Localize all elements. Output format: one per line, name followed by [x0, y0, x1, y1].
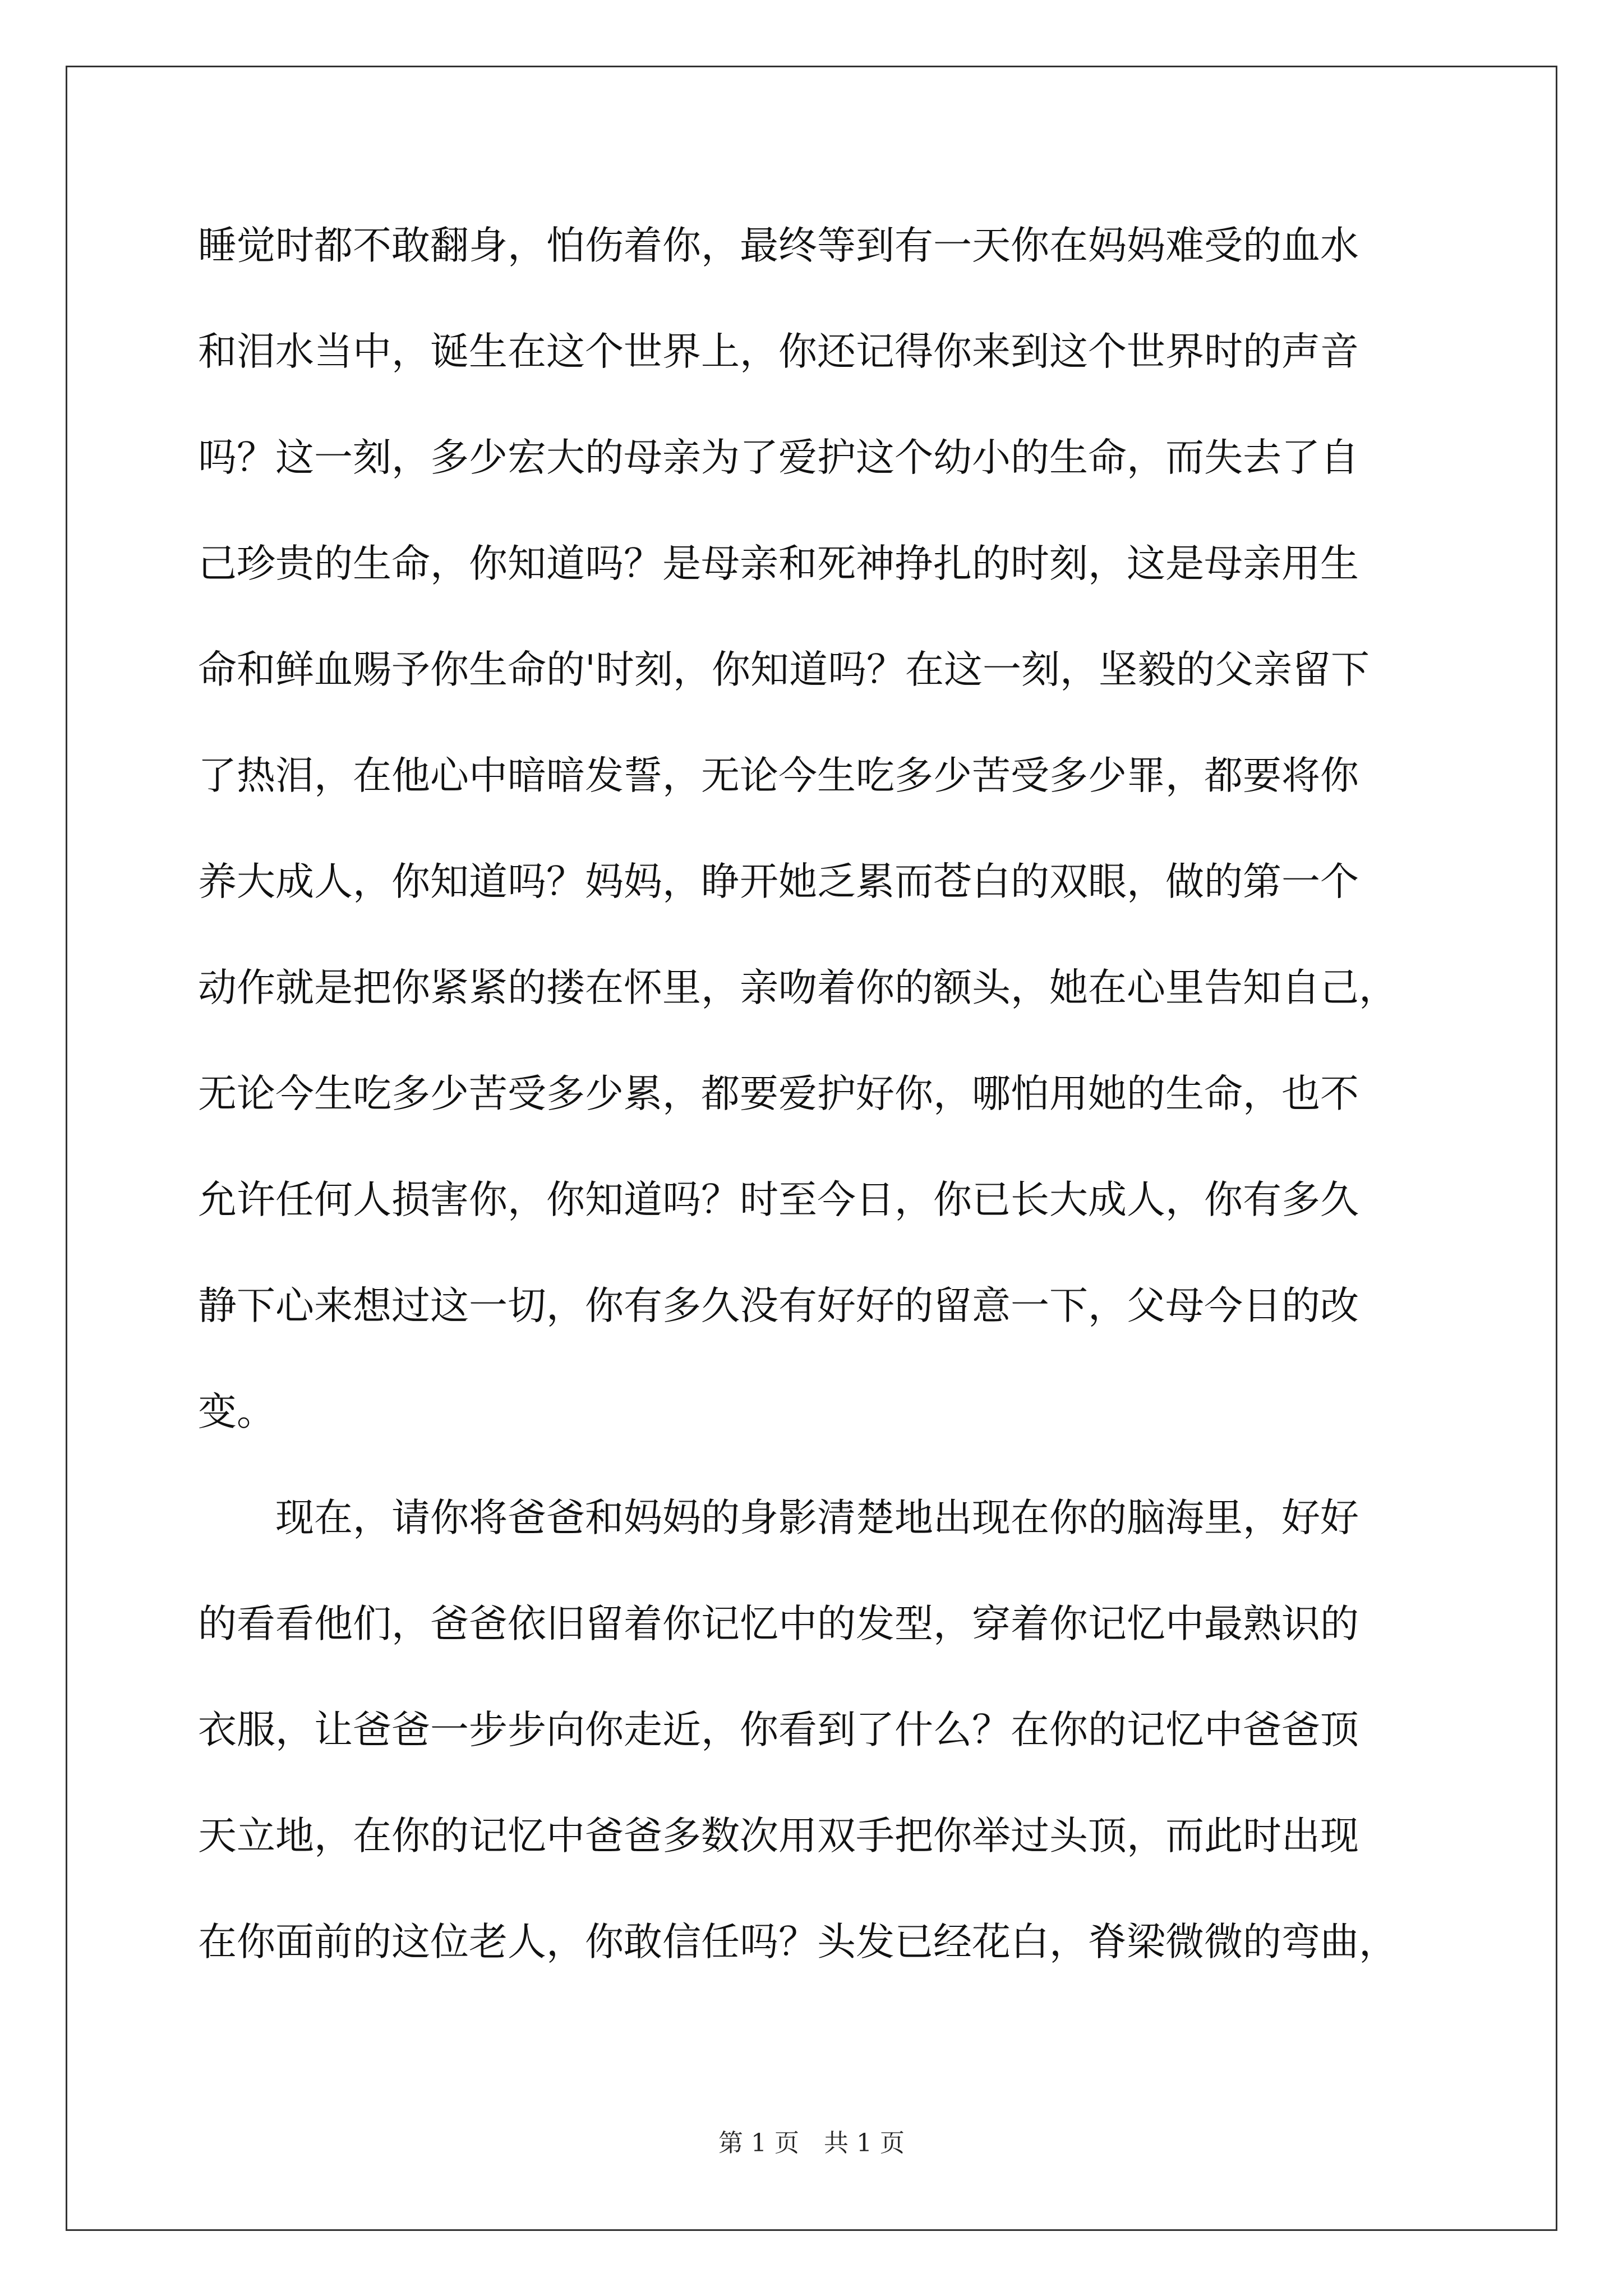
text-line: 己珍贵的生命，你知道吗？是母亲和死神挣扎的时刻，这是母亲用生: [198, 541, 1359, 586]
text-line: 变。: [198, 1389, 275, 1434]
text-line: 静下心来想过这一切，你有多久没有好好的留意一下，父母今日的改: [198, 1283, 1359, 1328]
text-line: 的看看他们，爸爸依旧留着你记忆中的发型，穿着你记忆中最熟识的: [198, 1602, 1359, 1646]
text-line: 天立地，在你的记忆中爸爸多数次用双手把你举过头顶，而此时出现: [198, 1814, 1359, 1858]
text-line: 在你面前的这位老人，你敢信任吗？头发已经花白，脊梁微微的弯曲，: [198, 1920, 1398, 1964]
text-line: 现在，请你将爸爸和妈妈的身影清楚地出现在你的脑海里，好好: [198, 1496, 1359, 1540]
text-line: 允许任何人损害你，你知道吗？时至今日，你已长大成人，你有多久: [198, 1177, 1359, 1222]
text-line: 动作就是把你紧紧的搂在怀里，亲吻着你的额头，她在心里告知自己，: [198, 965, 1398, 1010]
text-line: 养大成人，你知道吗？妈妈，睁开她乏累而苍白的双眼，做的第一个: [198, 859, 1359, 904]
text-line: 睡觉时都不敢翻身，怕伤着你，最终等到有一天你在妈妈难受的血水: [198, 223, 1359, 268]
text-line: 无论今生吃多少苦受多少累，都要爱护好你，哪怕用她的生命，也不: [198, 1071, 1359, 1116]
text-line: 吗？这一刻，多少宏大的母亲为了爱护这个幼小的生命，而失去了自: [198, 435, 1359, 480]
page-number-footer: 第 1 页 共 1 页: [718, 2129, 905, 2157]
text-line: 命和鲜血赐予你生命的'时刻，你知道吗？在这一刻，坚毅的父亲留下: [198, 647, 1370, 692]
text-line: 和泪水当中，诞生在这个世界上，你还记得你来到这个世界时的声音: [198, 329, 1359, 374]
text-line: 衣服，让爸爸一步步向你走近，你看到了什么？在你的记忆中爸爸顶: [198, 1708, 1359, 1752]
text-line: 了热泪，在他心中暗暗发誓，无论今生吃多少苦受多少罪，都要将你: [198, 753, 1359, 798]
body-text: [198, 209, 1432, 2011]
